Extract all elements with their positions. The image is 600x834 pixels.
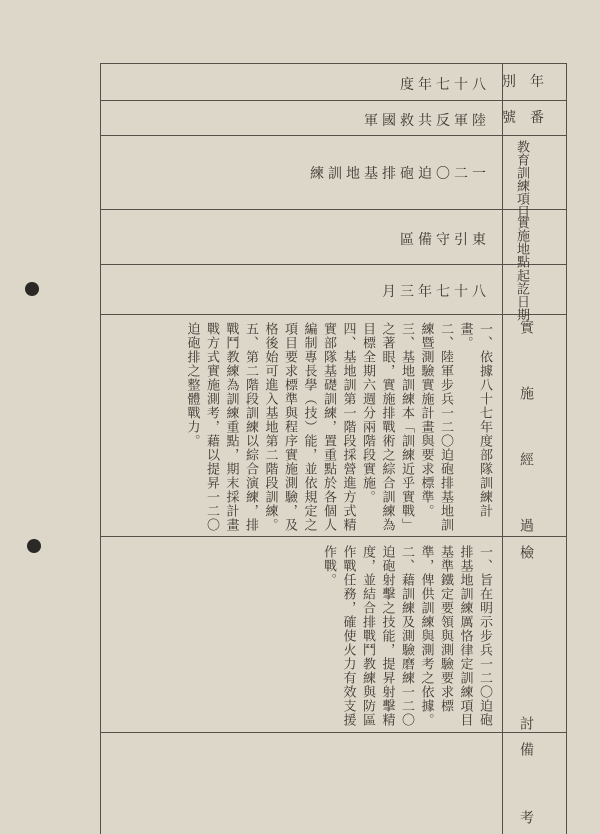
row-divider: [100, 732, 566, 733]
row-divider: [100, 209, 566, 210]
row-divider: [100, 135, 566, 136]
place-label: 實施地點: [514, 216, 529, 268]
process-label: 實施經過: [518, 320, 534, 532]
process-item-2: 二、陸軍步兵一二〇迫砲排基地訓練暨測驗實施計畫與要求標準。: [418, 322, 453, 532]
row-divider: [100, 264, 566, 265]
review-label: 檢討: [518, 545, 534, 730]
table-border-top: [100, 63, 566, 64]
year-value: 八十七年度: [400, 77, 490, 93]
place-value: 東引守備區: [400, 232, 490, 248]
review-item-1: 一、旨在明示步兵一二〇迫砲排基地訓練厲恪律定訓練項目基準鐵定要領與測驗要求標準，俾供訓練與測考之依據。: [418, 545, 492, 727]
remarks-label: 備考: [518, 742, 534, 824]
process-item-4: 四、基地訓第一階段採營進方式精實部隊基礎訓練，置重點於各個人編制專長學（技）能，並依規定之項目要求標準與程序實施測驗，及格後始可進入基地第二階段訓練。: [262, 322, 356, 532]
date-label: 起訖日期: [514, 269, 529, 321]
row-divider: [100, 100, 566, 101]
number-label: 番號: [502, 110, 558, 126]
process-item-3: 三、基地訓練本「訓練近乎實戰」之著眼，實施排戰術之綜合訓練為目標全期六週分兩階段實施。: [360, 322, 414, 532]
table-border-left: [100, 63, 101, 834]
year-label: 年別: [502, 74, 558, 90]
table-border-right: [566, 63, 567, 834]
label-column-divider: [502, 63, 503, 834]
item-value: 一二〇迫砲排基地訓練: [310, 166, 490, 182]
unit-value: 陸軍反共救國軍: [364, 113, 490, 129]
review-item-2: 二、藉訓練及測驗磨練一二〇迫砲射擊之技能，提昇射擊精度，並結合排戰鬥教練與防區作戰任務，確使火力有效支援作戰。: [321, 545, 414, 727]
row-divider: [100, 314, 566, 315]
process-item-1: 一、依據八十七年度部隊訓練計畫。: [457, 322, 492, 518]
process-text: [144, 322, 494, 532]
item-label: 教育訓練項目: [514, 140, 529, 218]
process-item-5: 五、第二階段訓練以綜合演練，排戰鬥教練為訓練重點，期末採計畫戰方式實施測考，藉以提昇一二〇迫砲排之整體戰力。: [184, 322, 258, 532]
row-divider: [100, 536, 566, 537]
review-text: [274, 545, 494, 729]
date-value: 八十七年三月: [382, 284, 490, 300]
